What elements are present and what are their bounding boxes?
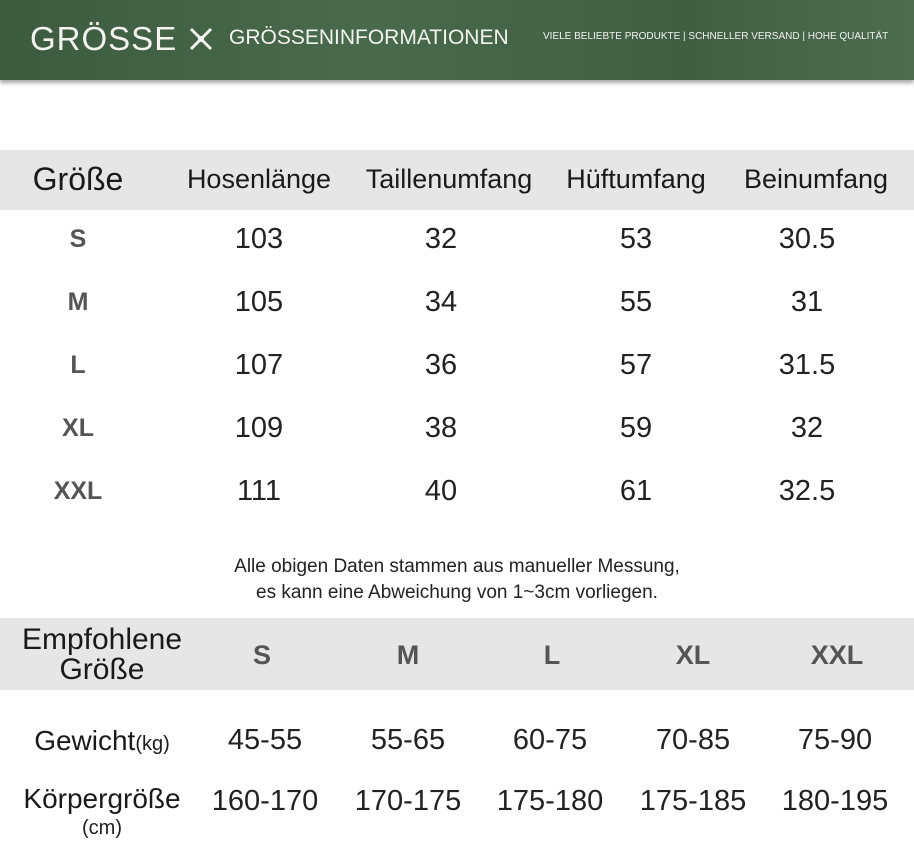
- crossed-arrows-icon: [186, 24, 216, 54]
- weight-label-text: Gewicht: [34, 725, 136, 756]
- table-cell: 55: [619, 286, 653, 318]
- height-unit: (cm): [82, 817, 122, 839]
- size-label: XL: [62, 414, 94, 442]
- note-line: Alle obigen Daten stammen aus manueller Messung,: [234, 556, 680, 577]
- table-cell: 57: [619, 349, 653, 381]
- recommend-size: XL: [675, 640, 711, 670]
- table-cell: 53: [619, 223, 653, 255]
- recommend-header-line: Größe: [59, 653, 145, 686]
- weight-unit: (kg): [135, 733, 170, 755]
- table-cell: 105: [234, 286, 284, 318]
- table-cell: 34: [424, 286, 458, 318]
- note-line: es kann eine Abweichung von 1~3cm vorliegen.: [256, 582, 658, 603]
- weight-value: 70-85: [655, 724, 731, 756]
- weight-value: 75-90: [797, 724, 873, 756]
- recommend-size: XXL: [810, 640, 864, 670]
- recommend-header-label: [22, 625, 182, 685]
- table-cell: 109: [234, 412, 284, 444]
- weight-value: 60-75: [512, 724, 588, 756]
- recommend-header-line: Empfohlene: [21, 623, 183, 656]
- size-table-header: Taillenumfang: [365, 164, 533, 194]
- size-label: S: [69, 225, 87, 253]
- banner-subtitle: GRÖSSENINFORMATIONEN: [229, 26, 509, 49]
- table-cell: 38: [424, 412, 458, 444]
- weight-label: [34, 725, 170, 757]
- table-cell: 36: [424, 349, 458, 381]
- size-table-header: Hosenlänge: [186, 164, 332, 194]
- height-value: 160-170: [211, 785, 319, 817]
- measurement-note: [0, 554, 914, 606]
- header-banner: [0, 0, 914, 80]
- recommend-size: M: [396, 640, 420, 670]
- table-cell: 32: [790, 412, 824, 444]
- table-cell: 107: [234, 349, 284, 381]
- height-label: Körpergröße: [23, 783, 181, 814]
- size-table-header: Größe: [32, 161, 124, 197]
- table-cell: 61: [619, 475, 653, 507]
- height-value: 180-195: [781, 785, 889, 817]
- banner-tagline: VIELE BELIEBTE PRODUKTE | SCHNELLER VERSAND | HOHE QUALITÄT: [543, 31, 889, 42]
- height-value: 170-175: [354, 785, 462, 817]
- size-table-header: Hüftumfang: [566, 164, 706, 194]
- table-cell: 31.5: [778, 349, 836, 381]
- height-value: 175-180: [496, 785, 604, 817]
- recommend-size: L: [543, 640, 561, 670]
- size-table-header: Beinumfang: [743, 164, 889, 194]
- table-cell: 30.5: [778, 223, 836, 255]
- banner-title: GRÖSSE: [30, 20, 178, 57]
- table-cell: 103: [234, 223, 284, 255]
- table-cell: 111: [236, 475, 282, 507]
- size-label: XXL: [53, 477, 103, 505]
- size-label: L: [70, 351, 86, 379]
- table-cell: 32: [424, 223, 458, 255]
- recommend-size: S: [252, 640, 272, 670]
- table-cell: 31: [790, 286, 824, 318]
- size-label: M: [67, 288, 89, 316]
- height-value: 175-185: [639, 785, 747, 817]
- weight-value: 55-65: [370, 724, 446, 756]
- table-cell: 32.5: [778, 475, 836, 507]
- table-cell: 59: [619, 412, 653, 444]
- weight-value: 45-55: [227, 724, 303, 756]
- table-cell: 40: [424, 475, 458, 507]
